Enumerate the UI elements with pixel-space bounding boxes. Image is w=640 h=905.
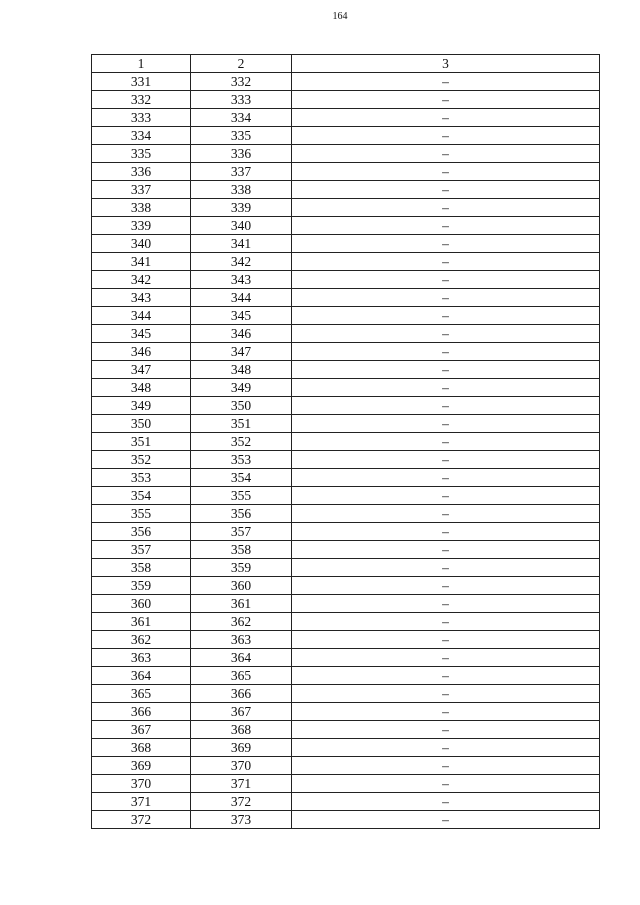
table-cell: 361 <box>191 595 292 613</box>
table-row <box>92 811 600 829</box>
table-cell: 372 <box>191 793 292 811</box>
table-cell: 341 <box>92 253 191 271</box>
table-cell: 368 <box>92 739 191 757</box>
table-cell: 337 <box>191 163 292 181</box>
table-cell: 332 <box>92 91 191 109</box>
table-row <box>92 631 600 649</box>
table-cell: – <box>292 217 600 235</box>
table-cell: 353 <box>191 451 292 469</box>
table-cell: 361 <box>92 613 191 631</box>
column-header: 2 <box>191 55 292 73</box>
table-cell: 356 <box>92 523 191 541</box>
table-cell: 339 <box>92 217 191 235</box>
table-cell: 336 <box>92 163 191 181</box>
table-cell: – <box>292 325 600 343</box>
table-cell: – <box>292 775 600 793</box>
table-row <box>92 703 600 721</box>
table-cell: 348 <box>191 361 292 379</box>
table-row <box>92 145 600 163</box>
table-cell: 355 <box>92 505 191 523</box>
table-cell: 350 <box>191 397 292 415</box>
table-row <box>92 559 600 577</box>
table-cell: 340 <box>92 235 191 253</box>
table-cell: – <box>292 73 600 91</box>
table-cell: 351 <box>191 415 292 433</box>
table-row <box>92 487 600 505</box>
table-row <box>92 127 600 145</box>
table-cell: 332 <box>191 73 292 91</box>
table-header-row <box>92 55 600 73</box>
table-cell: 342 <box>191 253 292 271</box>
table-cell: 371 <box>191 775 292 793</box>
table-cell: 365 <box>92 685 191 703</box>
table-cell: 336 <box>191 145 292 163</box>
table-cell: – <box>292 253 600 271</box>
table-cell: 353 <box>92 469 191 487</box>
table-cell: – <box>292 145 600 163</box>
table-cell: 362 <box>92 631 191 649</box>
table-cell: 338 <box>191 181 292 199</box>
table-cell: 368 <box>191 721 292 739</box>
table-row <box>92 91 600 109</box>
table-cell: 366 <box>92 703 191 721</box>
table-cell: – <box>292 91 600 109</box>
table-cell: 339 <box>191 199 292 217</box>
table-cell: 371 <box>92 793 191 811</box>
table-row <box>92 289 600 307</box>
table-cell: 358 <box>191 541 292 559</box>
table-cell: – <box>292 379 600 397</box>
table-row <box>92 469 600 487</box>
table-row <box>92 343 600 361</box>
table-row <box>92 649 600 667</box>
table-cell: 334 <box>92 127 191 145</box>
table-cell: 372 <box>92 811 191 829</box>
table-row <box>92 739 600 757</box>
table-cell: – <box>292 397 600 415</box>
table-cell: – <box>292 505 600 523</box>
table-cell: 331 <box>92 73 191 91</box>
table-row <box>92 415 600 433</box>
table-cell: – <box>292 343 600 361</box>
table-cell: – <box>292 199 600 217</box>
table-row <box>92 775 600 793</box>
table-cell: – <box>292 739 600 757</box>
table-cell: – <box>292 163 600 181</box>
table-row <box>92 451 600 469</box>
table-cell: – <box>292 757 600 775</box>
table-cell: – <box>292 631 600 649</box>
table-cell: – <box>292 469 600 487</box>
table-cell: 360 <box>191 577 292 595</box>
table-cell: 364 <box>191 649 292 667</box>
table-row <box>92 397 600 415</box>
table-row <box>92 757 600 775</box>
table-cell: – <box>292 721 600 739</box>
table-cell: – <box>292 433 600 451</box>
table-cell: 369 <box>191 739 292 757</box>
table-cell: 373 <box>191 811 292 829</box>
table-cell: – <box>292 523 600 541</box>
table-row <box>92 73 600 91</box>
table-cell: – <box>292 487 600 505</box>
page-number: 164 <box>332 11 348 22</box>
table-row <box>92 613 600 631</box>
table-cell: 341 <box>191 235 292 253</box>
table-cell: – <box>292 559 600 577</box>
table-cell: – <box>292 577 600 595</box>
table-body <box>92 73 600 829</box>
table-row <box>92 235 600 253</box>
table-row <box>92 109 600 127</box>
table-cell: 355 <box>191 487 292 505</box>
table-row <box>92 307 600 325</box>
table-row <box>92 667 600 685</box>
table-cell: 357 <box>92 541 191 559</box>
table-cell: 354 <box>92 487 191 505</box>
table-cell: – <box>292 793 600 811</box>
table-row <box>92 181 600 199</box>
table-row <box>92 433 600 451</box>
table-row <box>92 793 600 811</box>
table-cell: – <box>292 109 600 127</box>
table-cell: – <box>292 649 600 667</box>
table-cell: 352 <box>191 433 292 451</box>
table-cell: 367 <box>92 721 191 739</box>
table-cell: 346 <box>191 325 292 343</box>
table-cell: – <box>292 541 600 559</box>
table-row <box>92 577 600 595</box>
table-cell: 363 <box>92 649 191 667</box>
table-row <box>92 523 600 541</box>
table-row <box>92 325 600 343</box>
table-cell: 370 <box>92 775 191 793</box>
table-row <box>92 271 600 289</box>
table-cell: – <box>292 613 600 631</box>
table-cell: 350 <box>92 415 191 433</box>
table-cell: – <box>292 307 600 325</box>
table-row <box>92 505 600 523</box>
table-cell: 362 <box>191 613 292 631</box>
table-row <box>92 253 600 271</box>
table-cell: 365 <box>191 667 292 685</box>
table-cell: 363 <box>191 631 292 649</box>
table-cell: – <box>292 271 600 289</box>
table-cell: – <box>292 415 600 433</box>
table-cell: 349 <box>191 379 292 397</box>
table-cell: 347 <box>92 361 191 379</box>
table-row <box>92 199 600 217</box>
table-cell: 335 <box>92 145 191 163</box>
table-cell: 347 <box>191 343 292 361</box>
table-cell: 335 <box>191 127 292 145</box>
table-cell: 345 <box>191 307 292 325</box>
table-cell: 334 <box>191 109 292 127</box>
table-cell: 367 <box>191 703 292 721</box>
table-row <box>92 163 600 181</box>
table-cell: 358 <box>92 559 191 577</box>
table-cell: – <box>292 703 600 721</box>
table-cell: 356 <box>191 505 292 523</box>
table-row <box>92 595 600 613</box>
table-cell: 357 <box>191 523 292 541</box>
table-cell: 359 <box>92 577 191 595</box>
table-cell: 346 <box>92 343 191 361</box>
table-cell: 366 <box>191 685 292 703</box>
table-cell: 344 <box>92 307 191 325</box>
table-cell: 349 <box>92 397 191 415</box>
table-cell: 360 <box>92 595 191 613</box>
table-cell: – <box>292 685 600 703</box>
table-cell: 344 <box>191 289 292 307</box>
table-cell: 342 <box>92 271 191 289</box>
table-cell: – <box>292 451 600 469</box>
table-cell: 340 <box>191 217 292 235</box>
table-cell: 333 <box>191 91 292 109</box>
table-cell: 359 <box>191 559 292 577</box>
table-cell: 338 <box>92 199 191 217</box>
table-cell: – <box>292 127 600 145</box>
table-row <box>92 361 600 379</box>
table-cell: 369 <box>92 757 191 775</box>
table-cell: 351 <box>92 433 191 451</box>
table-cell: 343 <box>92 289 191 307</box>
table-cell: 343 <box>191 271 292 289</box>
table-cell: 370 <box>191 757 292 775</box>
table-row <box>92 541 600 559</box>
column-header: 3 <box>292 55 600 73</box>
table-cell: 352 <box>92 451 191 469</box>
data-table <box>91 54 600 829</box>
table-cell: 348 <box>92 379 191 397</box>
table-cell: 337 <box>92 181 191 199</box>
table-cell: – <box>292 667 600 685</box>
table-cell: – <box>292 811 600 829</box>
table-cell: – <box>292 361 600 379</box>
table-cell: 345 <box>92 325 191 343</box>
table-cell: – <box>292 289 600 307</box>
column-header: 1 <box>92 55 191 73</box>
table-row <box>92 217 600 235</box>
table-row <box>92 685 600 703</box>
table-cell: 364 <box>92 667 191 685</box>
table-cell: 333 <box>92 109 191 127</box>
table-cell: – <box>292 181 600 199</box>
table-cell: 354 <box>191 469 292 487</box>
table-cell: – <box>292 595 600 613</box>
table-cell: – <box>292 235 600 253</box>
table-row <box>92 721 600 739</box>
table-row <box>92 379 600 397</box>
